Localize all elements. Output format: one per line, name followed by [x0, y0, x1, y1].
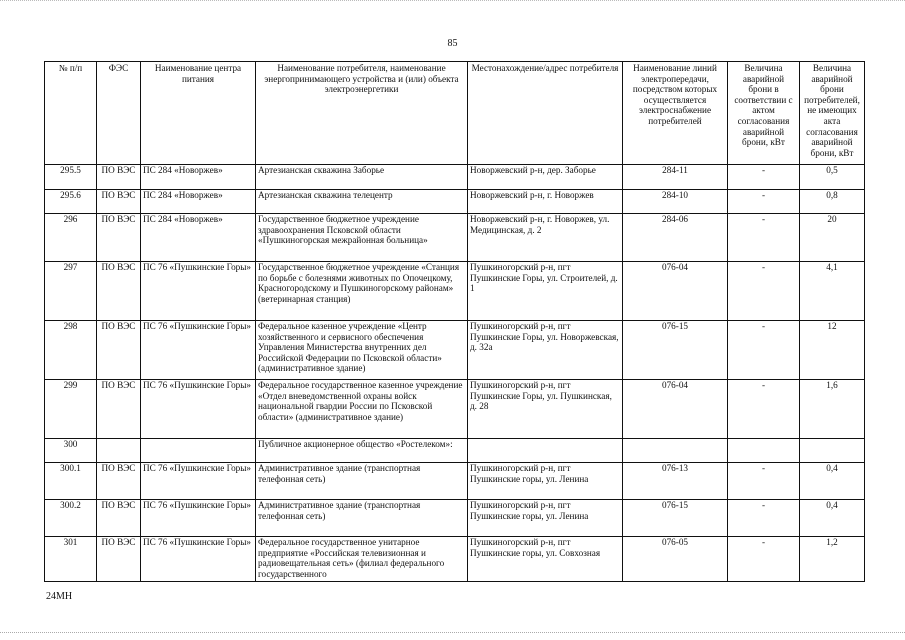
- emergency-reserve-table: [44, 61, 865, 582]
- cell-power-center: ПС 76 «Пушкинские Горы»: [141, 380, 256, 439]
- cell-power-lines: 076-05: [623, 537, 728, 582]
- cell-power-center: ПС 284 «Новоржев»: [141, 190, 256, 214]
- cell-armor-with-act: -: [728, 190, 800, 214]
- cell-fes: ПО ВЭС: [97, 214, 141, 262]
- cell-armor-with-act: -: [728, 380, 800, 439]
- cell-consumer: Артезианская скважина телецентр: [256, 190, 468, 214]
- cell-fes: ПО ВЭС: [97, 500, 141, 537]
- cell-armor-without-act: 0,4: [800, 500, 865, 537]
- footer-code: 24МН: [46, 591, 73, 602]
- cell-power-center: ПС 76 «Пушкинские Горы»: [141, 500, 256, 537]
- cell-num: 300.1: [45, 463, 97, 500]
- cell-num: 297: [45, 262, 97, 321]
- cell-armor-with-act: -: [728, 463, 800, 500]
- cell-armor-with-act: -: [728, 214, 800, 262]
- cell-num: 296: [45, 214, 97, 262]
- cell-armor-without-act: 0,8: [800, 190, 865, 214]
- cell-num: 300: [45, 439, 97, 463]
- table-header-row: [45, 62, 865, 165]
- cell-num: 300.2: [45, 500, 97, 537]
- cell-num: 295.5: [45, 165, 97, 190]
- cell-num: 298: [45, 321, 97, 380]
- cell-address: Новоржевский р-н, г. Новоржев: [468, 190, 623, 214]
- cell-armor-without-act: 4,1: [800, 262, 865, 321]
- cell-power-lines: 076-04: [623, 380, 728, 439]
- cell-armor-with-act: -: [728, 537, 800, 582]
- cell-num: 301: [45, 537, 97, 582]
- cell-address: [468, 439, 623, 463]
- cell-address: Новоржевский р-н, г. Новоржев, ул. Медицинская, д. 2: [468, 214, 623, 262]
- cell-armor-with-act: [728, 439, 800, 463]
- cell-armor-without-act: 0,5: [800, 165, 865, 190]
- cell-armor-with-act: -: [728, 500, 800, 537]
- table-row: [45, 537, 865, 582]
- cell-power-lines: 076-15: [623, 321, 728, 380]
- cell-address: Пушкиногорский р-н, пгт Пушкинские Горы, ул. Новоржевская, д. 32а: [468, 321, 623, 380]
- cell-consumer: Административное здание (транспортная телефонная сеть): [256, 463, 468, 500]
- cell-address: Пушкиногорский р-н, пгт Пушкинские Горы, ул. Строителей, д. 1: [468, 262, 623, 321]
- cell-fes: ПО ВЭС: [97, 190, 141, 214]
- cell-num: 299: [45, 380, 97, 439]
- cell-power-lines: 284-06: [623, 214, 728, 262]
- cell-power-center: ПС 76 «Пушкинские Горы»: [141, 262, 256, 321]
- cell-consumer: Публичное акционерное общество «Ростелеком»:: [256, 439, 468, 463]
- scan-edge-bottom: [0, 632, 905, 636]
- table-row: [45, 380, 865, 439]
- header-power-center: Наименование центра питания: [141, 62, 256, 165]
- cell-consumer: Артезианская скважина Заборье: [256, 165, 468, 190]
- cell-consumer: Государственное бюджетное учреждение здравоохранения Псковской области «Пушкиногорская межрайонная больница»: [256, 214, 468, 262]
- cell-power-lines: 076-04: [623, 262, 728, 321]
- cell-fes: ПО ВЭС: [97, 537, 141, 582]
- cell-armor-without-act: 20: [800, 214, 865, 262]
- cell-armor-without-act: [800, 439, 865, 463]
- table-row: [45, 165, 865, 190]
- cell-power-center: ПС 76 «Пушкинские Горы»: [141, 537, 256, 582]
- cell-armor-without-act: 0,4: [800, 463, 865, 500]
- cell-address: Пушкиногорский р-н, пгт Пушкинские горы, ул. Совхозная: [468, 537, 623, 582]
- page-number: 85: [447, 38, 458, 49]
- cell-power-lines: [623, 439, 728, 463]
- cell-fes: ПО ВЭС: [97, 463, 141, 500]
- table-row: [45, 463, 865, 500]
- table-row: [45, 262, 865, 321]
- cell-power-lines: 284-11: [623, 165, 728, 190]
- cell-consumer: Административное здание (транспортная телефонная сеть): [256, 500, 468, 537]
- cell-armor-without-act: 1,2: [800, 537, 865, 582]
- cell-armor-with-act: -: [728, 262, 800, 321]
- cell-power-center: [141, 439, 256, 463]
- header-num: № п/п: [45, 62, 97, 165]
- table-row: [45, 190, 865, 214]
- cell-address: Новоржевский р-н, дер. Заборье: [468, 165, 623, 190]
- table-row: [45, 500, 865, 537]
- cell-fes: ПО ВЭС: [97, 165, 141, 190]
- cell-fes: ПО ВЭС: [97, 262, 141, 321]
- header-power-lines: Наименование линий электропередачи, посредством которых осуществляется электроснабжение потребителей: [623, 62, 728, 165]
- cell-consumer: Федеральное казенное учреждение «Центр хозяйственного и сервисного обеспечения Управления Министерства внутренних дел Российской Федерации по Псковской области» (административное здание): [256, 321, 468, 380]
- cell-armor-without-act: 1,6: [800, 380, 865, 439]
- table-row: [45, 321, 865, 380]
- cell-power-lines: 284-10: [623, 190, 728, 214]
- cell-armor-without-act: 12: [800, 321, 865, 380]
- cell-fes: ПО ВЭС: [97, 380, 141, 439]
- cell-address: Пушкиногорский р-н, пгт Пушкинские горы, ул. Ленина: [468, 463, 623, 500]
- cell-power-lines: 076-13: [623, 463, 728, 500]
- table-row: [45, 439, 865, 463]
- cell-fes: [97, 439, 141, 463]
- cell-power-center: ПС 284 «Новоржев»: [141, 165, 256, 190]
- header-fes: ФЭС: [97, 62, 141, 165]
- cell-armor-with-act: -: [728, 165, 800, 190]
- cell-consumer: Государственное бюджетное учреждение «Станция по борьбе с болезнями животных по Опочецкому, Красногородскому и Пушкиногорскому районам» (ветеринарная станция): [256, 262, 468, 321]
- cell-address: Пушкиногорский р-н, пгт Пушкинские горы, ул. Ленина: [468, 500, 623, 537]
- cell-num: 295.6: [45, 190, 97, 214]
- header-address: Местонахождение/адрес потребителя: [468, 62, 623, 165]
- cell-consumer: Федеральное государственное унитарное предприятие «Российская телевизионная и радиовещательная сеть» (филиал федерального государственного: [256, 537, 468, 582]
- scan-edge-top: [0, 0, 905, 4]
- cell-consumer: Федеральное государственное казенное учреждение «Отдел вневедомственной охраны войск национальной гвардии России по Псковской области» (административное здание): [256, 380, 468, 439]
- cell-power-center: ПС 284 «Новоржев»: [141, 214, 256, 262]
- header-armor-without-act: Величина аварийной брони потребителей, не имеющих акта согласования аварийной брони, кВт: [800, 62, 865, 165]
- table-row: [45, 214, 865, 262]
- cell-fes: ПО ВЭС: [97, 321, 141, 380]
- cell-power-center: ПС 76 «Пушкинские Горы»: [141, 463, 256, 500]
- cell-address: Пушкиногорский р-н, пгт Пушкинские Горы, ул. Пушкинская, д. 28: [468, 380, 623, 439]
- header-consumer: Наименование потребителя, наименование энергопринимающего устройства и (или) объекта электроэнергетики: [256, 62, 468, 165]
- cell-power-center: ПС 76 «Пушкинские Горы»: [141, 321, 256, 380]
- cell-power-lines: 076-15: [623, 500, 728, 537]
- header-armor-with-act: Величина аварийной брони в соответствии с актом согласования аварийной брони, кВт: [728, 62, 800, 165]
- cell-armor-with-act: -: [728, 321, 800, 380]
